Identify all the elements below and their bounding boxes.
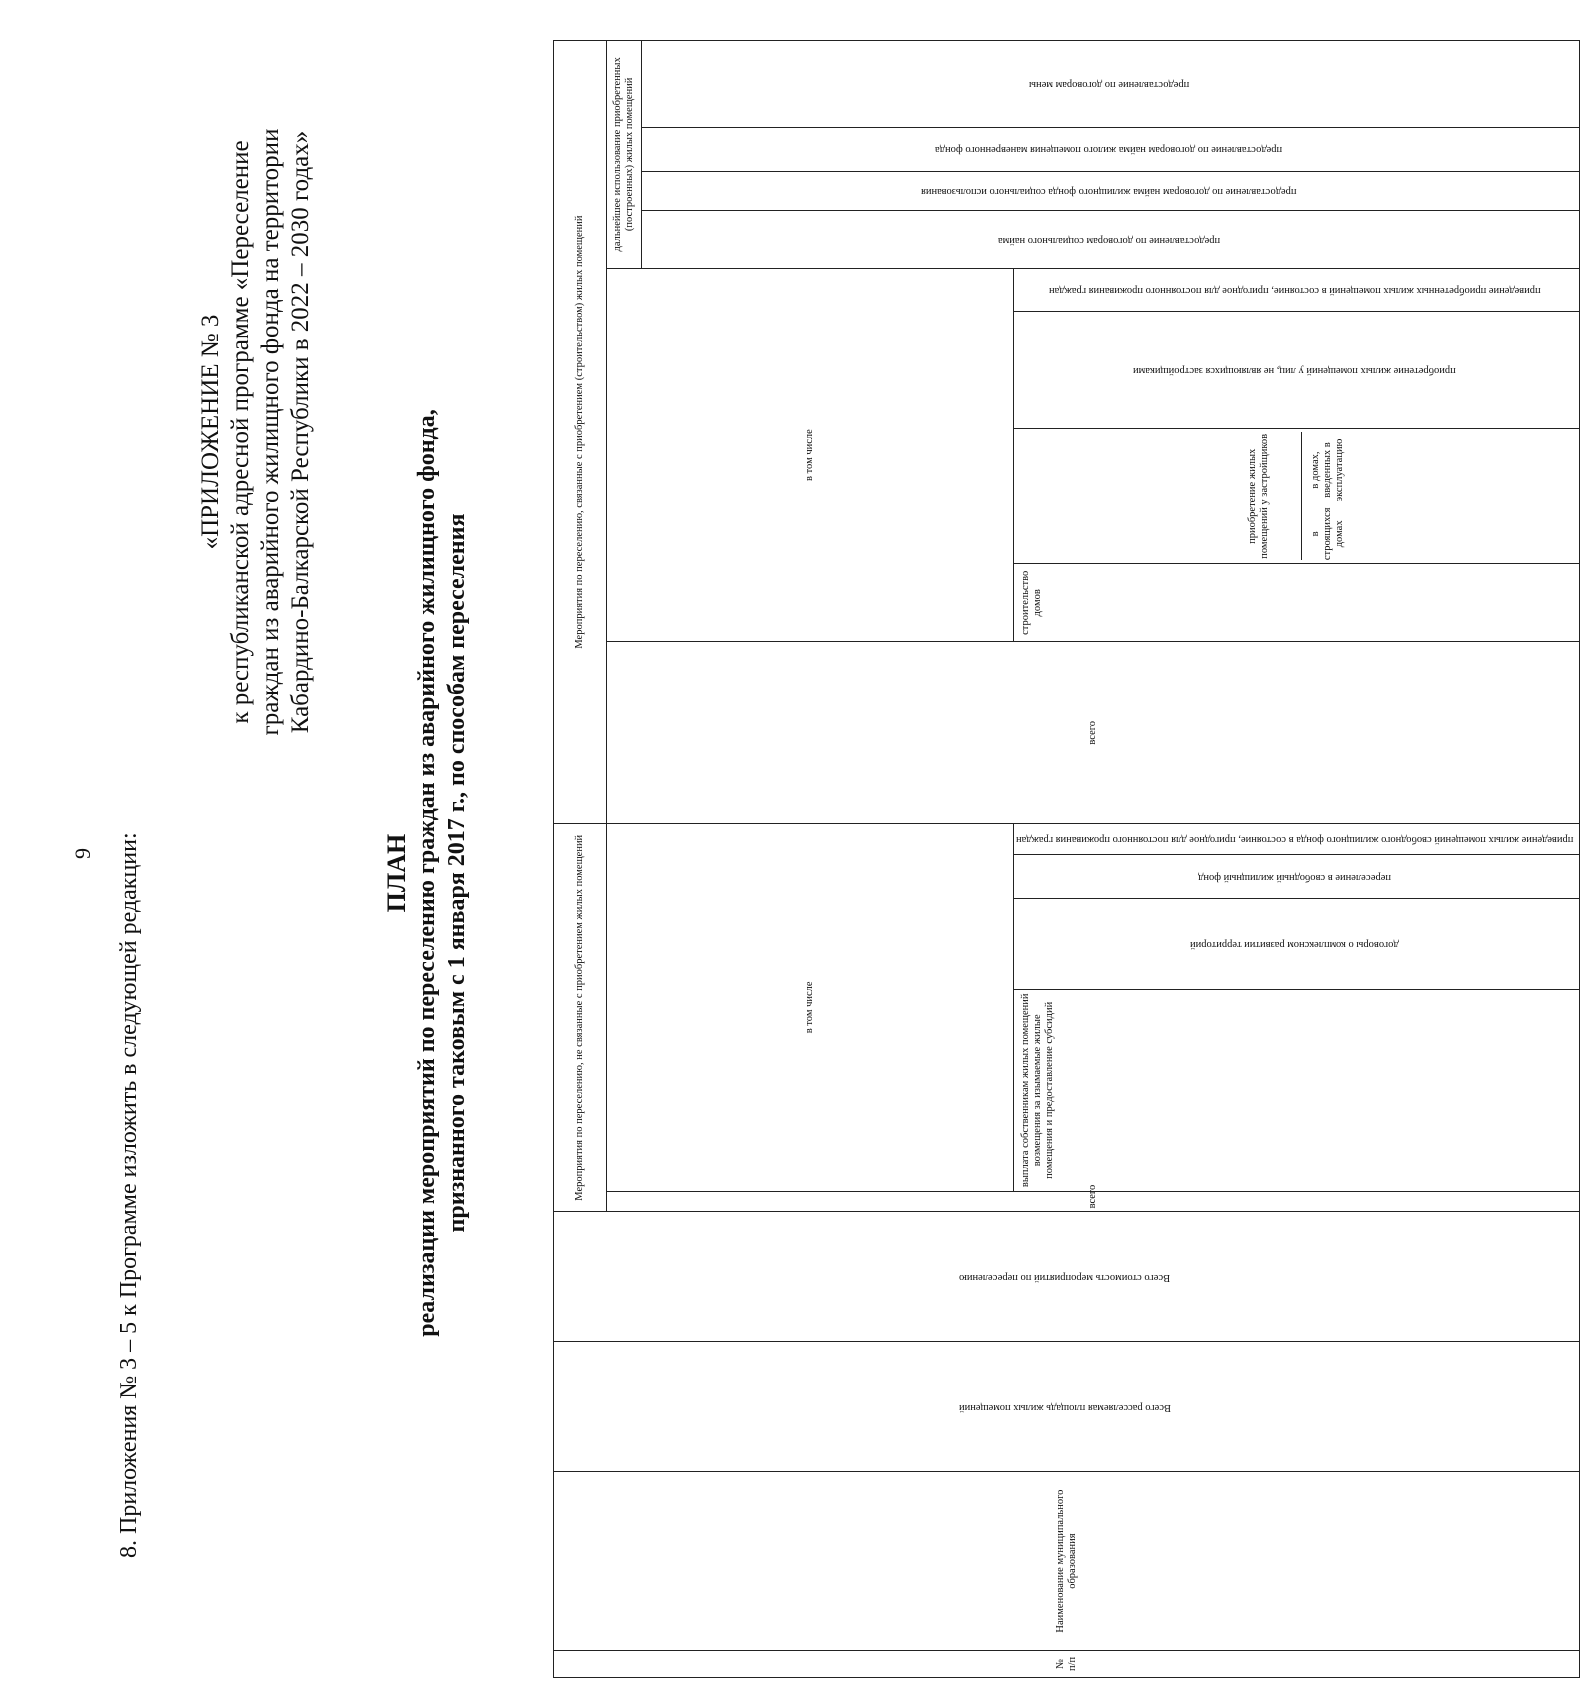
header-territory: договоры о комплексном развитии территорий <box>1014 899 1580 990</box>
header-social-use-fund: предоставление по договорам найма жилищного фонда социального использования <box>642 171 1580 211</box>
header-free-fund-repair: приведение жилых помещений свободного жилищного фонда в состояние, пригодное для постоянного проживания граждан <box>1014 824 1580 855</box>
header-further-use: дальнейшее использование приобретенных (построенных) жилых помещений <box>607 41 642 269</box>
header-payment: выплата собственникам жилых помещений возмещения за изымаемые жилые помещения и предоставление субсидий <box>1014 990 1580 1191</box>
header-construction: строительство домов <box>1014 564 1580 642</box>
header-area: Всего расселяемая площадь жилых помещений <box>554 1341 1580 1471</box>
header-social-hire: предоставление по договорам социального найма <box>642 211 1580 268</box>
header-acq-repair: приведение приобретенных жилых помещений в состояние, пригодное для постоянного проживания граждан <box>1014 268 1580 311</box>
header-group-not-acquisition: Мероприятия по переселению, не связанные с приобретением жилых помещений <box>554 824 607 1212</box>
header-total-acquisition: всего <box>607 642 1580 824</box>
header-including-acquisition: в том числе <box>607 268 1014 642</box>
header-group-acquisition: Мероприятия по переселению, связанные с приобретением (строительством) жилых помещений <box>554 41 607 824</box>
intro-text: 8. Приложения № 3 – 5 к Программе изложить в следующей редакции: <box>116 832 142 1558</box>
header-acq-developers <box>1014 429 1580 564</box>
header-commissioned: в домах, введенных в эксплуатацию <box>1310 438 1346 502</box>
header-total-not-acquisition: всего <box>607 1191 1580 1212</box>
plan-heading: ПЛАН <box>382 833 411 913</box>
appendix-header <box>196 32 316 832</box>
appendix-line-2: граждан из аварийного жилищного фонда на территории <box>257 128 284 736</box>
plan-line-2: признанного таковым с 1 января 2017 г., по способам переселения <box>444 513 470 1233</box>
header-including-not-acquisition: в том числе <box>607 824 1014 1191</box>
appendix-line-1: к республиканской адресной программе «Переселение <box>227 140 254 724</box>
header-no: № п/п <box>554 1650 1580 1677</box>
page-number: 9 <box>70 848 95 859</box>
appendix-title: «ПРИЛОЖЕНИЕ № 3 <box>197 314 224 550</box>
header-maneuver-fund: предоставление по договорам найма жилого помещения маневренного фонда <box>642 127 1580 171</box>
header-free-fund: переселение в свободный жилищный фонд <box>1014 855 1580 899</box>
header-acq-developers-label: приобретение жилых помещений у застройщиков <box>1247 433 1271 559</box>
appendix-line-3: Кабардино-Балкарской Республики в 2022 – 2030 годах» <box>287 130 314 734</box>
header-municipality: Наименование муниципального образования <box>554 1472 1580 1651</box>
header-exchange: предоставление по договорам мены <box>642 41 1580 128</box>
header-under-construction: в строящихся домах <box>1310 507 1346 561</box>
plan-line-1: реализации мероприятий по переселению граждан из аварийного жилищного фонда, <box>414 409 440 1337</box>
header-cost: Всего стоимость мероприятий по переселению <box>554 1212 1580 1341</box>
header-acq-non-developers: приобретение жилых помещений у лиц, не являющихся застройщиками <box>1014 311 1580 429</box>
plan-table <box>553 40 1580 1678</box>
plan-header <box>382 348 472 1398</box>
